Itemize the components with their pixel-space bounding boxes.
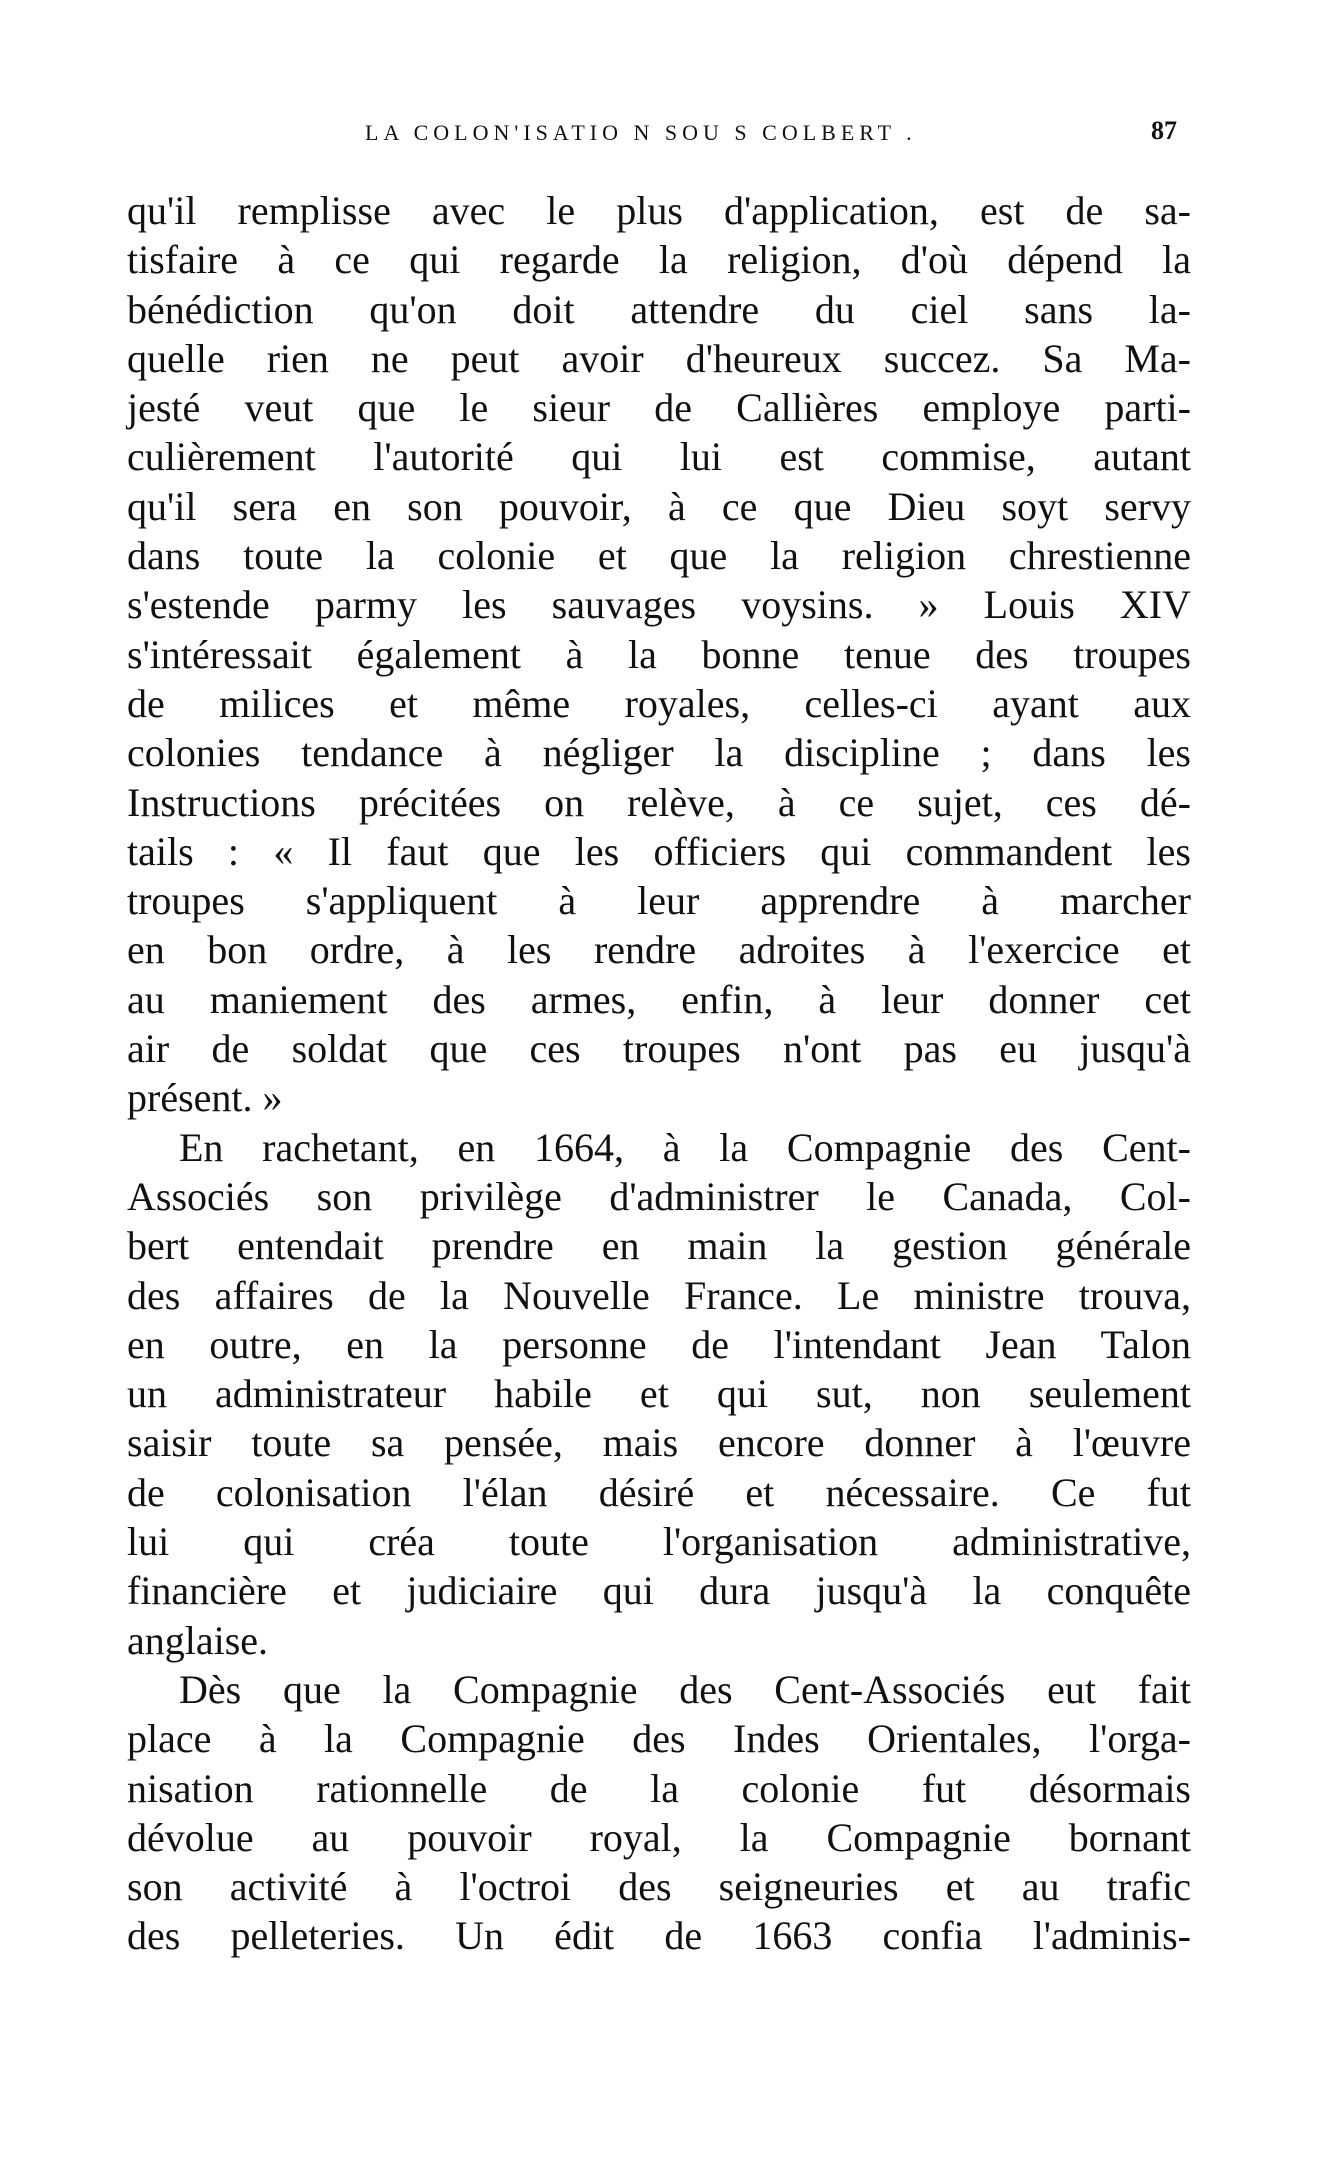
- text-line: un administrateur habile et qui sut, non seulement: [127, 1371, 1191, 1417]
- text-line: troupes s'appliquent à leur apprendre à marcher: [127, 878, 1191, 924]
- page-number: 87: [1151, 116, 1177, 145]
- text-line: lui qui créa toute l'organisation administrative,: [127, 1519, 1191, 1565]
- running-head: [127, 112, 1177, 152]
- text-line: en bon ordre, à les rendre adroites à l'exercice et: [127, 927, 1191, 973]
- text-line: bénédiction qu'on doit attendre du ciel sans la-: [127, 286, 1191, 332]
- text-line: au maniement des armes, enfin, à leur donner cet: [127, 976, 1191, 1022]
- body-text: [127, 186, 1191, 1961]
- text-line: dans toute la colonie et que la religion chrestienne: [127, 533, 1191, 579]
- text-line: saisir toute sa pensée, mais encore donner à l'œuvre: [127, 1420, 1191, 1466]
- text-line: Instructions précitées on relève, à ce sujet, ces dé-: [127, 779, 1191, 825]
- text-line: colonies tendance à négliger la discipline ; dans les: [127, 730, 1191, 776]
- text-line: nisation rationnelle de la colonie fut désormais: [127, 1765, 1191, 1811]
- text-line: bert entendait prendre en main la gestion générale: [127, 1223, 1191, 1269]
- text-line: financière et judiciaire qui dura jusqu'à la conquête: [127, 1568, 1191, 1614]
- paragraph-first-line: En rachetant, en 1664, à la Compagnie des Cent-: [179, 1124, 1191, 1170]
- paragraph-first-line: Dès que la Compagnie des Cent-Associés eut fait: [179, 1666, 1191, 1712]
- text-line: des pelleteries. Un édit de 1663 confia l'adminis-: [127, 1913, 1191, 1959]
- text-line: culièrement l'autorité qui lui est commise, autant: [127, 434, 1191, 480]
- text-line: dévolue au pouvoir royal, la Compagnie bornant: [127, 1814, 1191, 1860]
- text-line: quelle rien ne peut avoir d'heureux succez. Sa Ma-: [127, 335, 1191, 381]
- text-line: Associés son privilège d'administrer le Canada, Col-: [127, 1173, 1191, 1219]
- text-line: tails : « Il faut que les officiers qui commandent les: [127, 828, 1191, 874]
- text-line: son activité à l'octroi des seigneuries et au trafic: [127, 1864, 1191, 1910]
- text-line: présent. »: [127, 1075, 283, 1121]
- text-line: tisfaire à ce qui regarde la religion, d'où dépend la: [127, 237, 1191, 283]
- text-line: anglaise.: [127, 1617, 269, 1663]
- text-line: place à la Compagnie des Indes Orientales, l'orga-: [127, 1716, 1191, 1762]
- text-line: qu'il sera en son pouvoir, à ce que Dieu soyt servy: [127, 483, 1191, 529]
- text-line: s'intéressait également à la bonne tenue des troupes: [127, 631, 1191, 677]
- running-title: LA COLON'ISATIO N SOU S COLBERT .: [365, 120, 917, 145]
- text-line: qu'il remplisse avec le plus d'application, est de sa-: [127, 188, 1191, 233]
- text-line: de milices et même royales, celles-ci ayant aux: [127, 680, 1191, 726]
- text-line: air de soldat que ces troupes n'ont pas eu jusqu'à: [127, 1026, 1191, 1072]
- text-line: de colonisation l'élan désiré et nécessaire. Ce fut: [127, 1469, 1191, 1515]
- text-line: s'estende parmy les sauvages voysins. » Louis XIV: [127, 582, 1191, 628]
- text-line: jesté veut que le sieur de Callières employe parti-: [127, 385, 1191, 431]
- text-line: des affaires de la Nouvelle France. Le ministre trouva,: [127, 1272, 1191, 1318]
- text-line: en outre, en la personne de l'intendant Jean Talon: [127, 1321, 1191, 1367]
